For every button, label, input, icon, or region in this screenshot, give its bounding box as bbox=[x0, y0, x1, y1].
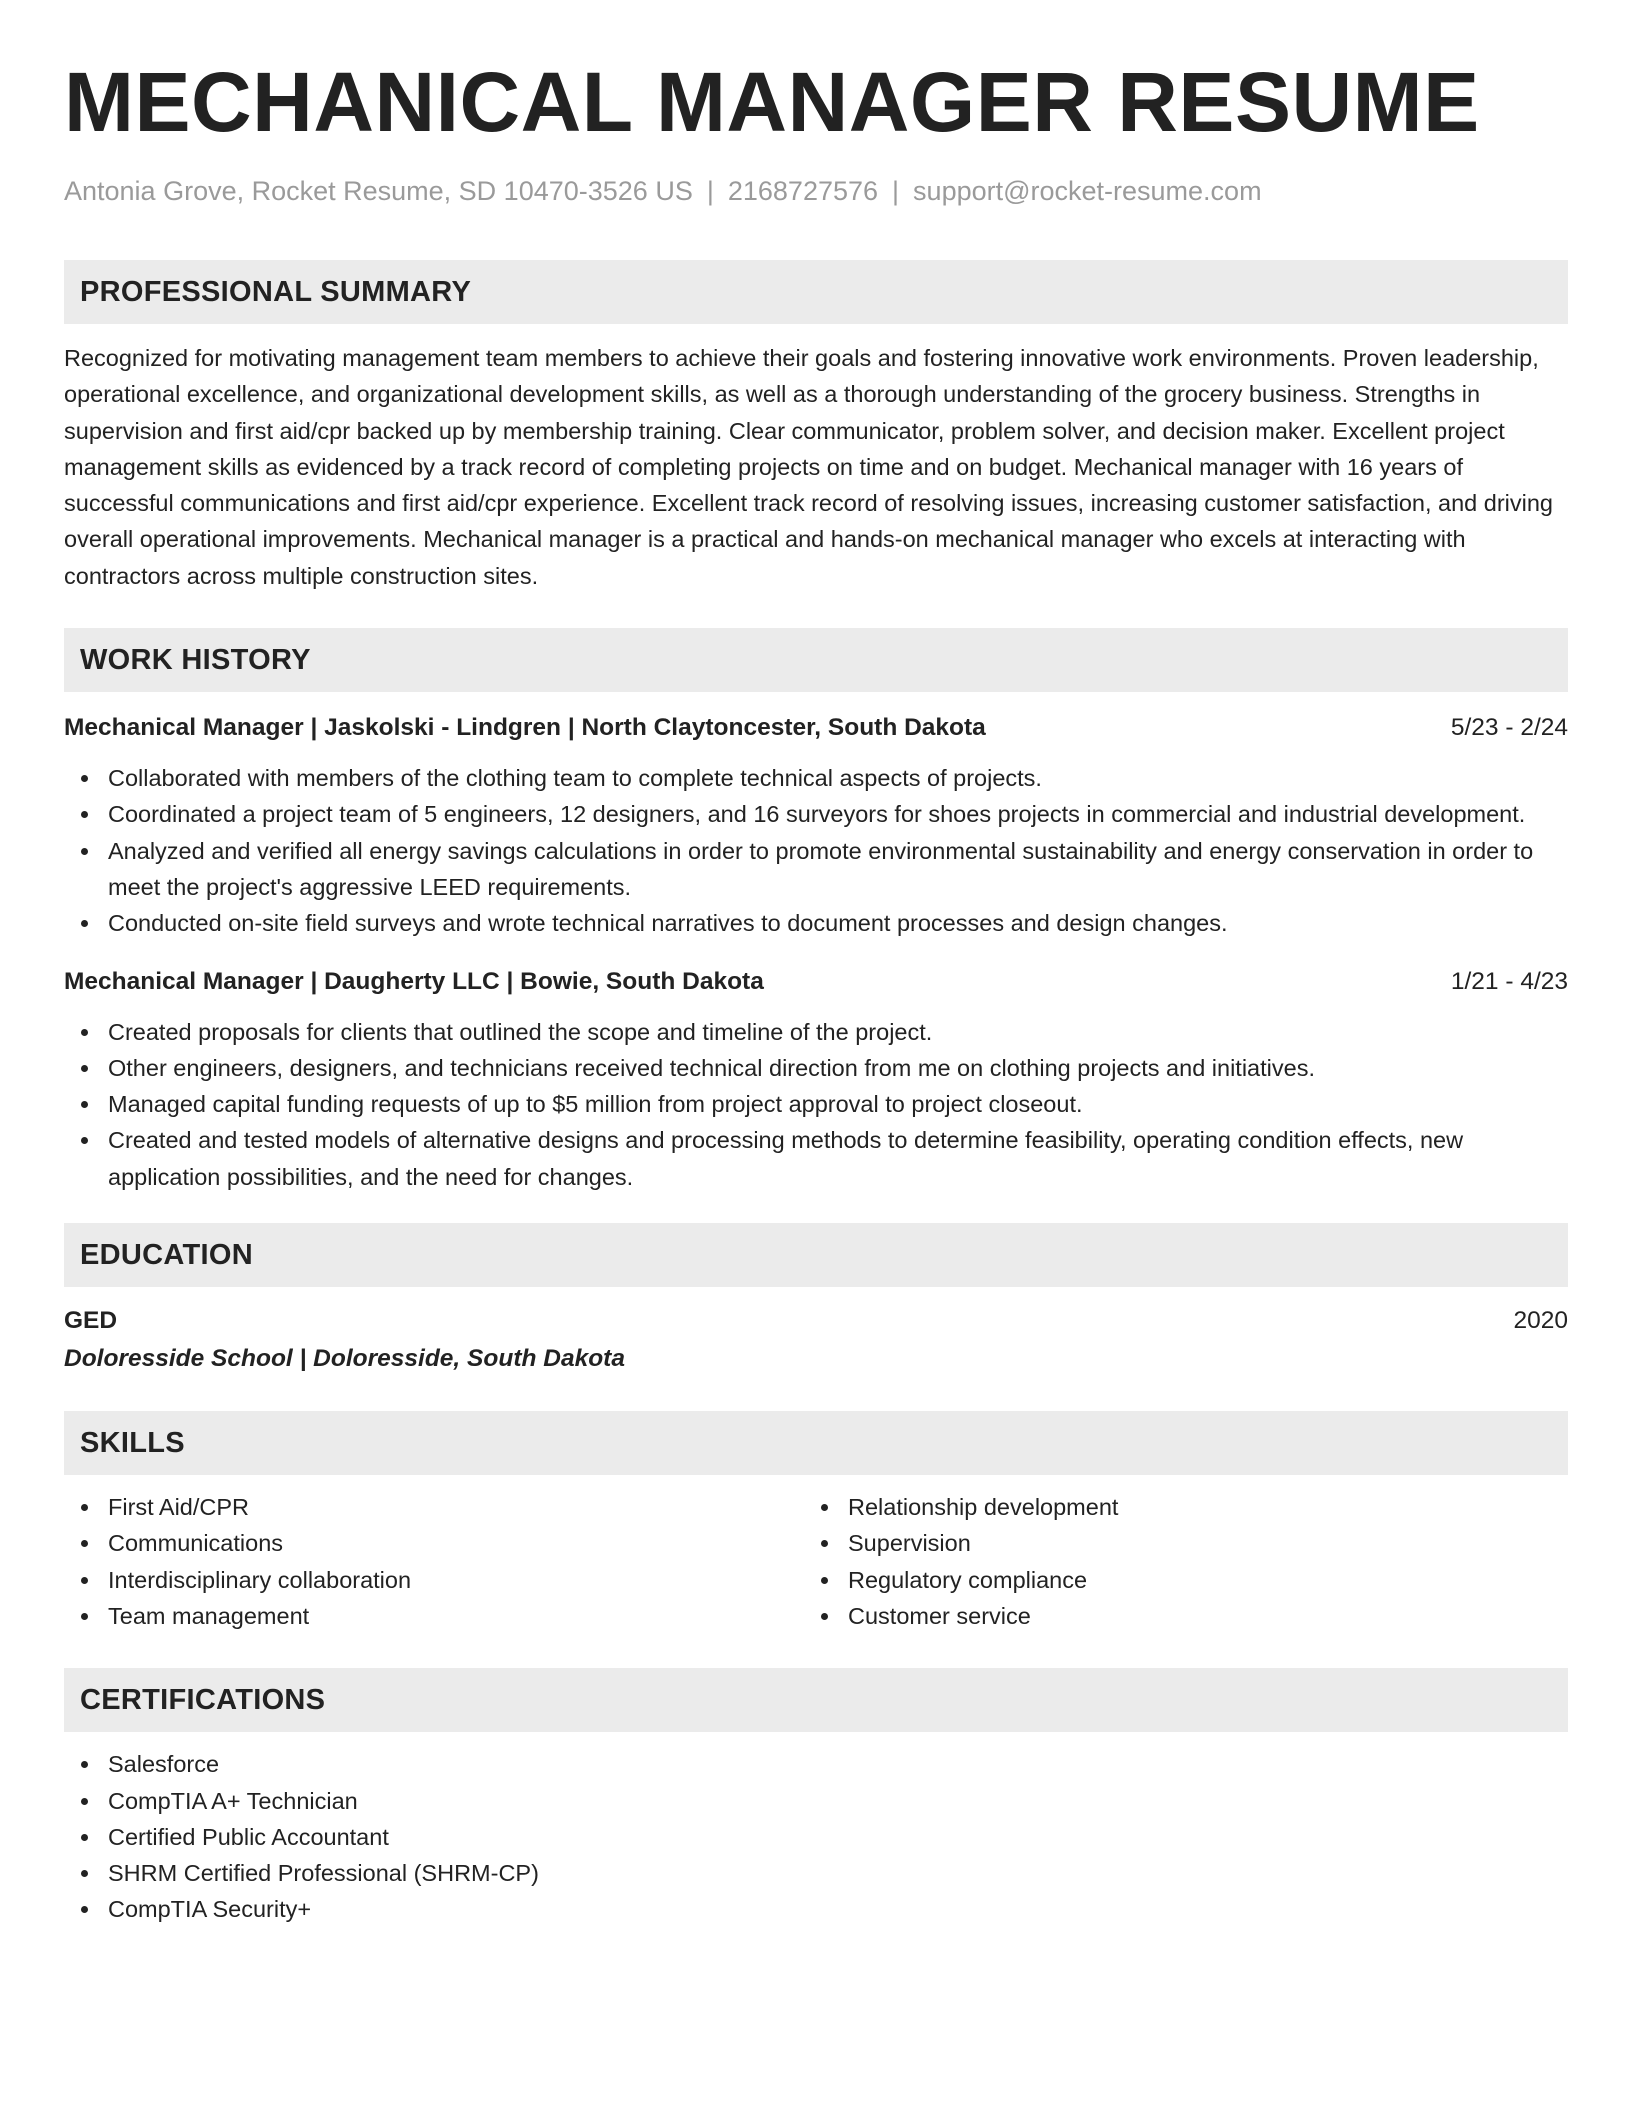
section-heading-summary: PROFESSIONAL SUMMARY bbox=[64, 260, 1568, 324]
job-bullet: Managed capital funding requests of up to $5 million from project approval to project closeout. bbox=[64, 1086, 1568, 1122]
section-heading-skills: SKILLS bbox=[64, 1411, 1568, 1475]
resume-title: MECHANICAL MANAGER RESUME bbox=[64, 55, 1480, 149]
contact-phone: 2168727576 bbox=[727, 176, 879, 206]
education-header bbox=[64, 1305, 1568, 1337]
skills-list bbox=[804, 1489, 1544, 1634]
education-degree: GED bbox=[64, 1307, 118, 1335]
skill-item: Supervision bbox=[804, 1525, 1544, 1561]
job-dates: 5/23 - 2/24 bbox=[1450, 714, 1568, 742]
education-year: 2020 bbox=[1513, 1307, 1568, 1335]
job-title: Mechanical Manager | Jaskolski - Lindgren | North Claytoncester, South Dakota bbox=[64, 714, 986, 742]
skill-item: Communications bbox=[64, 1525, 804, 1561]
skills-column-right bbox=[804, 1489, 1544, 1634]
job-entry bbox=[64, 712, 1568, 941]
job-bullet: Created proposals for clients that outlined the scope and timeline of the project. bbox=[64, 1014, 1568, 1050]
job-bullet: Other engineers, designers, and technicians received technical direction from me on clothing projects and initiatives. bbox=[64, 1050, 1568, 1086]
skill-item: Team management bbox=[64, 1598, 804, 1634]
section-heading-education: EDUCATION bbox=[64, 1223, 1568, 1287]
job-entry bbox=[64, 966, 1568, 1195]
skill-item: Customer service bbox=[804, 1598, 1544, 1634]
certification-item: Salesforce bbox=[64, 1746, 1568, 1782]
job-header bbox=[64, 712, 1568, 744]
certification-item: CompTIA Security+ bbox=[64, 1891, 1568, 1927]
contact-email[interactable]: support@rocket-resume.com bbox=[913, 176, 1262, 206]
skill-item: Interdisciplinary collaboration bbox=[64, 1562, 804, 1598]
skills-column-left bbox=[64, 1489, 804, 1634]
section-heading-work-history: WORK HISTORY bbox=[64, 628, 1568, 692]
job-header bbox=[64, 966, 1568, 998]
certifications-list bbox=[64, 1746, 1568, 1927]
job-bullet: Analyzed and verified all energy savings calculations in order to promote environmental sustainability and energy conservation in order to meet the project's aggressive LEED requirements. bbox=[64, 833, 1568, 906]
certification-item: SHRM Certified Professional (SHRM-CP) bbox=[64, 1855, 1568, 1891]
skills-grid bbox=[64, 1489, 1568, 1634]
job-bullets bbox=[64, 760, 1568, 941]
certification-item: CompTIA A+ Technician bbox=[64, 1783, 1568, 1819]
contact-address: Antonia Grove, Rocket Resume, SD 10470-3526 US bbox=[64, 176, 693, 206]
job-bullet: Conducted on-site field surveys and wrote technical narratives to document processes and design changes. bbox=[64, 905, 1568, 941]
job-bullet: Collaborated with members of the clothing team to complete technical aspects of projects. bbox=[64, 760, 1568, 796]
skills-list bbox=[64, 1489, 804, 1634]
job-bullet: Coordinated a project team of 5 engineers, 12 designers, and 16 surveyors for shoes projects in commercial and industrial development. bbox=[64, 796, 1568, 832]
skill-item: First Aid/CPR bbox=[64, 1489, 804, 1525]
skill-item: Relationship development bbox=[804, 1489, 1544, 1525]
job-bullets bbox=[64, 1014, 1568, 1195]
skill-item: Regulatory compliance bbox=[804, 1562, 1544, 1598]
job-dates: 1/21 - 4/23 bbox=[1450, 967, 1568, 995]
certification-item: Certified Public Accountant bbox=[64, 1819, 1568, 1855]
job-bullet: Created and tested models of alternative designs and processing methods to determine feasibility, operating condition effects, new application possibilities, and the need for changes. bbox=[64, 1122, 1568, 1195]
contact-separator: | bbox=[892, 176, 900, 206]
contact-line bbox=[64, 174, 1568, 208]
education-school: Doloresside School | Doloresside, South Dakota bbox=[64, 1345, 625, 1373]
contact-separator: | bbox=[706, 176, 714, 206]
summary-text: Recognized for motivating management team members to achieve their goals and fostering innovative work environments. Proven leadership, operational excellence, and organizational development skills, as well as a thorough understanding of the grocery business. Strengths in supervision and first aid/cpr backed up by membership training. Clear communicator, problem solver, and decision maker. Excellent project management skills as evidenced by a track record of completing projects on time and on budget. Mechanical manager with 16 years of successful communications and first aid/cpr experience. Excellent track record of resolving issues, increasing customer satisfaction, and driving overall operational improvements. Mechanical manager is a practical and hands-on mechanical manager who excels at interacting with contractors across multiple construction sites. bbox=[64, 345, 1554, 589]
section-heading-certifications: CERTIFICATIONS bbox=[64, 1668, 1568, 1732]
job-title: Mechanical Manager | Daugherty LLC | Bowie, South Dakota bbox=[64, 967, 764, 995]
